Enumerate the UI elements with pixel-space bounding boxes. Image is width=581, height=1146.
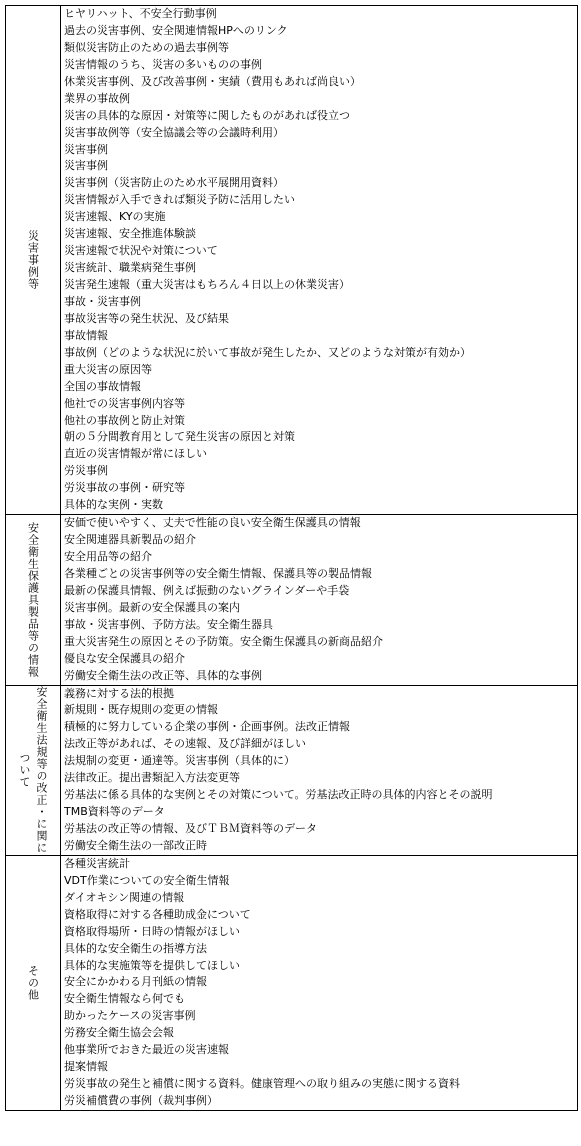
list-item: 助かったケースの災害事例: [64, 1009, 196, 1023]
list-item: 事故・災害事例: [64, 294, 141, 308]
list-item: 災害情報のうち、災害の多いものの事例: [64, 57, 262, 71]
list-item: 事故災害等の発生状況、及び結果: [64, 311, 229, 325]
list-item: 業界の事故例: [64, 91, 130, 105]
list-item: 類似災害防止のための過去事例等: [64, 40, 229, 54]
list-item: 具体的な実施策等を提供してほしい: [64, 958, 240, 972]
list-item: 他事業所でおきた最近の災害速報: [64, 1043, 229, 1057]
category-cell: [6, 686, 61, 855]
list-item: 具体的な実例・実数: [64, 498, 163, 512]
list-item: ヒヤリハット、不安全行動事例: [64, 7, 217, 20]
list-item: 災害発生速報（重大災害はもちろん４日以上の休業災害）: [64, 278, 350, 291]
list-item: 災害の具体的な原因・対策等に関したものがあれば役立つ: [64, 108, 350, 122]
items-cell: [61, 686, 578, 855]
list-item: 安全用品等の紹介: [64, 550, 152, 563]
category-label: 災害事例等: [26, 230, 40, 291]
list-item: 労働安全衛生法の一部改正時: [64, 838, 207, 852]
list-item: 各種災害統計: [64, 856, 130, 870]
list-item: 各業種ごとの災害事例等の安全衛生情報、保護具等の製品情報: [64, 566, 372, 580]
table-section-row: [6, 515, 578, 685]
list-item: 過去の災害事例、安全関連情報HPへのリンク: [64, 23, 288, 37]
category-label: その他: [26, 964, 40, 1001]
list-item: 災害事例。最新の安全保護具の案内: [64, 600, 240, 614]
category-cell: [6, 515, 61, 684]
list-item: ダイオキシン関連の情報: [64, 890, 185, 904]
list-item: 労基法の改正等の情報、及びＴＢＭ資料等のデータ: [64, 822, 317, 835]
list-item: 朝の５分間教育用として発生災害の原因と対策: [64, 430, 295, 444]
category-cell: [6, 856, 61, 1110]
list-item: 災害情報が入手できれば類災予防に活用したい: [64, 193, 295, 207]
list-item: 積極的に努力している企業の事例・企画事例。法改正情報: [64, 720, 350, 734]
list-item: 労災事故の発生と補償に関する資料。健康管理への取り組みの実態に関する資料: [64, 1077, 460, 1091]
items-cell: [61, 6, 578, 514]
list-item: 災害事例: [64, 159, 108, 173]
category-label: 安全衛生保護具製品等の情報: [26, 521, 40, 678]
list-item: 労災事故の事例・研究等: [64, 481, 185, 495]
list-item: 労災補償費の事例（裁判事例）: [64, 1094, 218, 1107]
list-item: 優良な安全保護具の紹介: [64, 651, 185, 665]
list-item: 最新の保護具情報、例えば振動のないグラインダーや手袋: [64, 583, 350, 597]
list-item: 資格取得に対する各種助成金について: [64, 907, 251, 921]
table-section-row: [6, 856, 578, 1111]
list-item: 災害統計、職業病発生事例: [64, 261, 196, 275]
list-item: 提案情報: [64, 1060, 108, 1074]
list-item: 重大災害の原因等: [64, 362, 152, 376]
list-item: 災害速報、KYの実施: [64, 210, 166, 224]
category-label: 安全衛生法規等の改正・に関について: [18, 686, 48, 855]
list-item: 労務安全衛生協会会報: [64, 1026, 174, 1040]
list-item: 法規制の変更・通達等。災害事例（具体的に）: [64, 754, 295, 768]
list-item: 他社での災害事例内容等: [64, 396, 185, 410]
list-item: 休業災害事例、及び改善事例・実績（費用もあれば尚良い）: [64, 74, 361, 88]
list-item: 全国の事故情報: [64, 379, 141, 393]
list-item: 労基法に係る具体的な実例とその対策について。労基法改正時の具体的内容とその説明: [64, 788, 493, 802]
category-cell: [6, 6, 61, 514]
list-item: 法律改正。提出書類記入方法変更等: [64, 771, 240, 785]
list-item: 事故情報: [64, 328, 108, 342]
list-item: 労災事例: [64, 464, 108, 478]
list-item: 資格取得場所・日時の情報がほしい: [64, 924, 240, 938]
table-section-row: [6, 686, 578, 856]
list-item: VDT作業についての安全衛生情報: [64, 873, 230, 887]
items-cell: [61, 856, 578, 1110]
list-item: 災害事例（災害防止のため水平展開用資料）: [64, 176, 284, 190]
list-item: 安全にかかわる月刊紙の情報: [64, 975, 207, 989]
list-item: TMB資料等のデータ: [64, 805, 165, 819]
list-item: 労働安全衛生法の改正等、具体的な事例: [64, 668, 262, 682]
list-item: 災害速報、安全推進体験談: [64, 227, 196, 241]
list-item: 他社の事故例と防止対策: [64, 413, 185, 427]
list-item: 具体的な安全衛生の指導方法: [64, 941, 207, 955]
survey-table: [5, 5, 578, 1111]
list-item: 災害事故例等（安全協議会等の会議時利用）: [64, 125, 284, 139]
table-section-row: [6, 6, 578, 515]
list-item: 重大災害発生の原因とその予防策。安全衛生保護具の新商品紹介: [64, 634, 383, 648]
list-item: 安全関連器具新製品の紹介: [64, 533, 196, 547]
list-item: 義務に対する法的根拠: [64, 686, 174, 700]
list-item: 安全衛生情報なら何でも: [64, 992, 185, 1006]
list-item: 災害速報で状況や対策について: [64, 244, 218, 258]
list-item: 法改正等があれば、その速報、及び詳細がほしい: [64, 737, 306, 751]
list-item: 直近の災害情報が常にほしい: [64, 447, 207, 461]
list-item: 災害事例: [64, 142, 108, 156]
list-item: 事故例（どのような状況に於いて事故が発生したか、又どのような対策が有効か）: [64, 345, 471, 359]
list-item: 事故・災害事例、予防方法。安全衛生器具: [64, 617, 273, 631]
list-item: 新規則・既存規則の変更の情報: [64, 703, 218, 717]
items-cell: [61, 515, 578, 684]
list-item: 安価で使いやすく、丈夫で性能の良い安全衛生保護具の情報: [64, 516, 361, 530]
